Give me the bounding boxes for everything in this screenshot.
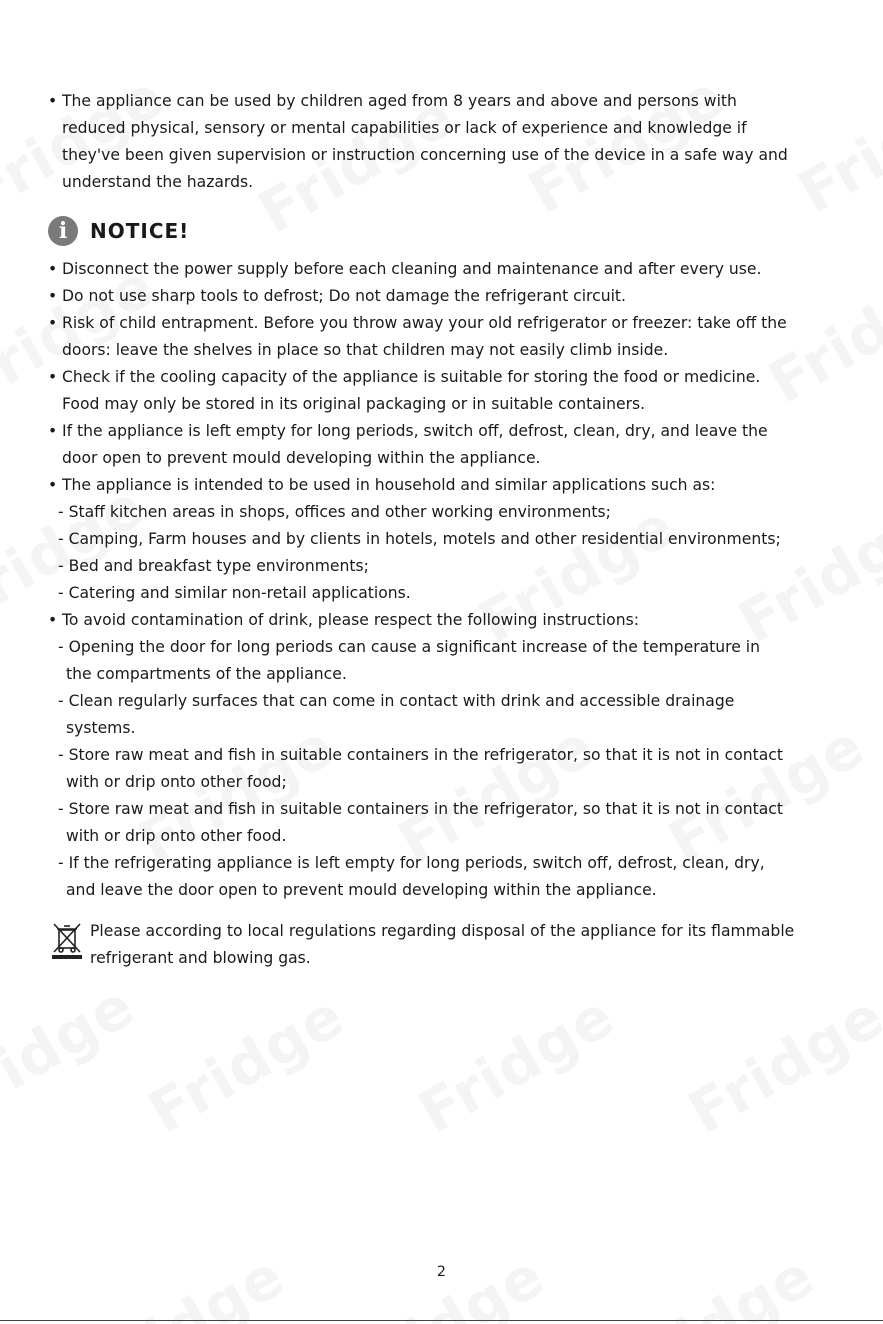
bullet-dot: • xyxy=(48,476,58,494)
watermark xyxy=(607,1241,825,1324)
item-line: the compartments of the appliance. xyxy=(66,665,347,683)
page-number: 2 xyxy=(437,1264,446,1280)
bullet-dot: • xyxy=(48,287,58,305)
safety-content xyxy=(48,88,848,972)
bullet-dot: • xyxy=(48,368,58,386)
dash-item xyxy=(48,688,848,742)
notice-title: NOTICE! xyxy=(90,219,190,243)
item-line: Do not use sharp tools to defrost; Do not damage the refrigerant circuit. xyxy=(62,287,626,305)
info-icon: i xyxy=(48,216,78,246)
notice-heading xyxy=(48,216,848,246)
item-line: - Staff kitchen areas in shops, offices and other working environments; xyxy=(58,503,611,521)
item-line: Check if the cooling capacity of the appliance is suitable for storing the food or medicine. xyxy=(62,368,761,386)
item-line: - Bed and breakfast type environments; xyxy=(58,557,369,575)
item-line: door open to prevent mould developing within the appliance. xyxy=(62,449,541,467)
disposal-note xyxy=(48,918,848,972)
bullet-dot: • xyxy=(48,422,58,440)
intro-line: they've been given supervision or instruction concerning use of the device in a safe way and xyxy=(62,146,788,164)
item-line: To avoid contamination of drink, please respect the following instructions: xyxy=(62,611,639,629)
item-line: Disconnect the power supply before each cleaning and maintenance and after every use. xyxy=(62,260,762,278)
watermark xyxy=(137,981,355,1146)
bullet-dot: • xyxy=(48,611,58,629)
item-line: The appliance is intended to be used in household and similar applications such as: xyxy=(62,476,716,494)
item-line: with or drip onto other food. xyxy=(66,827,287,845)
intro-paragraph xyxy=(48,88,848,196)
dash-item xyxy=(48,742,848,796)
item-line: - Opening the door for long periods can cause a significant increase of the temperature in xyxy=(58,638,761,656)
bullet-dot: • xyxy=(48,314,58,332)
dash-item xyxy=(48,850,848,904)
dash-item xyxy=(48,634,848,688)
item-line: - Store raw meat and fish in suitable containers in the refrigerator, so that it is not in contact xyxy=(58,746,783,764)
item-line: Food may only be stored in its original packaging or in suitable containers. xyxy=(62,395,646,413)
disposal-line: Please according to local regulations regarding disposal of the appliance for its flammable xyxy=(90,922,795,940)
item-line: - Clean regularly surfaces that can come in contact with drink and accessible drainage xyxy=(58,692,735,710)
item-line: - Catering and similar non-retail applications. xyxy=(58,584,411,602)
item-line: - Store raw meat and fish in suitable containers in the refrigerator, so that it is not in contact xyxy=(58,800,783,818)
dash-item xyxy=(48,499,848,526)
bullet-item xyxy=(48,310,848,364)
bullet-dot: • xyxy=(48,260,58,278)
dash-item xyxy=(48,553,848,580)
intro-line: The appliance can be used by children aged from 8 years and above and persons with xyxy=(62,92,737,110)
item-line: systems. xyxy=(66,719,136,737)
item-line: with or drip onto other food; xyxy=(66,773,287,791)
watermark xyxy=(337,1241,555,1324)
crossed-out-bin-icon xyxy=(50,920,84,960)
watermark xyxy=(77,1241,295,1324)
intro-line: reduced physical, sensory or mental capabilities or lack of experience and knowledge if xyxy=(62,119,747,137)
watermark xyxy=(677,981,883,1146)
bullet-item xyxy=(48,418,848,472)
bullet-item xyxy=(48,607,848,634)
bullet-item xyxy=(48,256,848,283)
item-line: doors: leave the shelves in place so that children may not easily climb inside. xyxy=(62,341,669,359)
watermark xyxy=(0,971,146,1136)
item-line: If the appliance is left empty for long periods, switch off, defrost, clean, dry, and leave the xyxy=(62,422,768,440)
bullet-item xyxy=(48,472,848,499)
item-line: - Camping, Farm houses and by clients in hotels, motels and other residential environments; xyxy=(58,530,781,548)
notice-list xyxy=(48,256,848,904)
item-line: - If the refrigerating appliance is left empty for long periods, switch off, defrost, clean, dry, xyxy=(58,854,765,872)
disposal-line: refrigerant and blowing gas. xyxy=(90,949,311,967)
bottom-rule xyxy=(0,1320,883,1321)
bullet-item xyxy=(48,364,848,418)
dash-item xyxy=(48,796,848,850)
dash-item xyxy=(48,526,848,553)
bullet-dot: • xyxy=(48,92,58,110)
item-line: Risk of child entrapment. Before you throw away your old refrigerator or freezer: take off the xyxy=(62,314,787,332)
watermark xyxy=(407,981,625,1146)
bullet-item xyxy=(48,283,848,310)
item-line: and leave the door open to prevent mould developing within the appliance. xyxy=(66,881,657,899)
dash-item xyxy=(48,580,848,607)
intro-line: understand the hazards. xyxy=(62,173,254,191)
